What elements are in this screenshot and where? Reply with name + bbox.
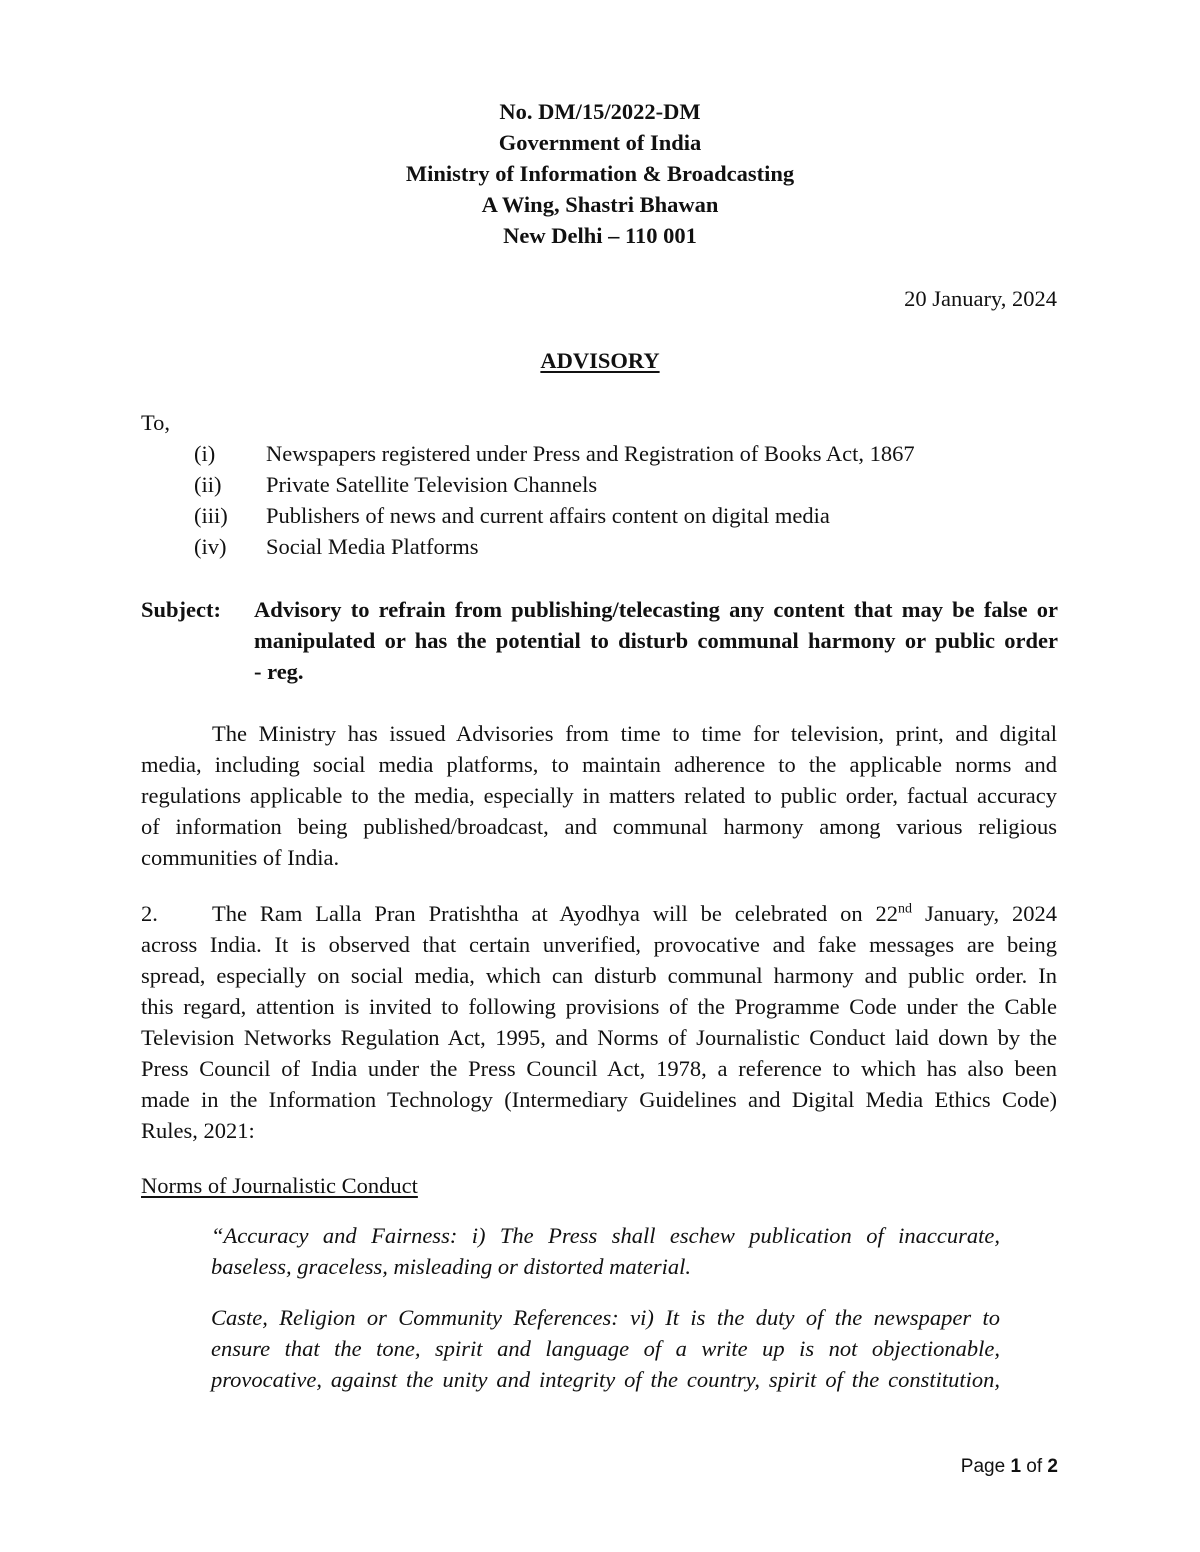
quote-1-line: “Accuracy and Fairness: i) The Press shall eschew publication of inaccurate, [211,1223,1000,1248]
wing-line: A Wing, Shastri Bhawan [481,192,719,217]
norms-heading-text: Norms of Journalistic Conduct [141,1173,418,1198]
recipient-text: Newspapers registered under Press and Registration of Books Act, 1867 [266,441,915,466]
paragraph-1-line: regulations applicable to the media, especially in matters related to public order, factual accuracy [141,783,1057,808]
recipient-text: Private Satellite Television Channels [266,472,598,497]
reference-number: No. DM/15/2022-DM [499,99,701,124]
recipient-number: (iv) [194,534,227,559]
subject-line: - reg. [254,659,304,684]
paragraph-1-line: of information being published/broadcast, and communal harmony among various religious [141,814,1057,839]
paragraph-2-line: Press Council of India under the Press Council Act, 1978, a reference to which has also been [141,1056,1057,1081]
paragraph-2-first-line-date: January, 2024 [912,901,1058,926]
document-date: 20 January, 2024 [904,286,1057,311]
recipient-text: Social Media Platforms [266,534,479,559]
recipient-text: Publishers of news and current affairs content on digital media [266,503,830,528]
government-line: Government of India [498,130,702,155]
ordinal-suffix: nd [898,901,913,917]
subject-line: Advisory to refrain from publishing/telecasting any content that may be false or [254,597,1058,622]
paragraph-2-line: across India. It is observed that certain unverified, provocative and fake messages are being [141,932,1057,957]
subject-label: Subject: [141,597,221,622]
paragraph-2-first-line [212,902,1057,926]
document-title-text: ADVISORY [540,348,660,373]
paragraph-2-first-line-text: The Ram Lalla Pran Pratishtha at Ayodhya will be celebrated on 22 [212,901,899,926]
page-number [961,1456,1058,1478]
paragraph-1-line: The Ministry has issued Advisories from time to time for television, print, and digital [212,721,1057,746]
recipient-number: (ii) [194,472,222,497]
paragraph-2-line: Television Networks Regulation Act, 1995, and Norms of Journalistic Conduct laid down by the [141,1025,1057,1050]
paragraph-1-line: media, including social media platforms, to maintain adherence to the applicable norms and [141,752,1057,777]
to-label: To, [141,410,171,435]
quote-2-line: provocative, against the unity and integrity of the country, spirit of the constitution, [211,1367,1000,1392]
paragraph-1-line: communities of India. [141,845,340,870]
norms-heading [141,1174,418,1198]
recipient-number: (iii) [194,503,228,528]
paragraph-2-line: Rules, 2021: [141,1118,255,1143]
page-prefix: Page [960,1456,1011,1477]
paragraph-2-line: spread, especially on social media, which can disturb communal harmony and public order. In [141,963,1057,988]
page-current: 1 [1010,1456,1022,1477]
paragraph-2-number: 2. [141,901,158,926]
document-title [0,349,1200,373]
page-total: 2 [1047,1456,1058,1477]
quote-2-line: ensure that the tone, spirit and language of a write up is not objectionable, [211,1336,1000,1361]
subject-line: manipulated or has the potential to disturb communal harmony or public order [254,628,1058,653]
paragraph-2-line: this regard, attention is invited to following provisions of the Programme Code under the Cable [141,994,1057,1019]
paragraph-2-line: made in the Information Technology (Intermediary Guidelines and Digital Media Ethics Code) [141,1087,1057,1112]
quote-2-line: Caste, Religion or Community References: vi) It is the duty of the newspaper to [211,1305,1000,1330]
quote-1-line: baseless, graceless, misleading or distorted material. [211,1254,691,1279]
ministry-line: Ministry of Information & Broadcasting [405,161,795,186]
recipient-number: (i) [194,441,216,466]
page-middle: of [1021,1456,1048,1477]
city-line: New Delhi – 110 001 [503,223,697,248]
